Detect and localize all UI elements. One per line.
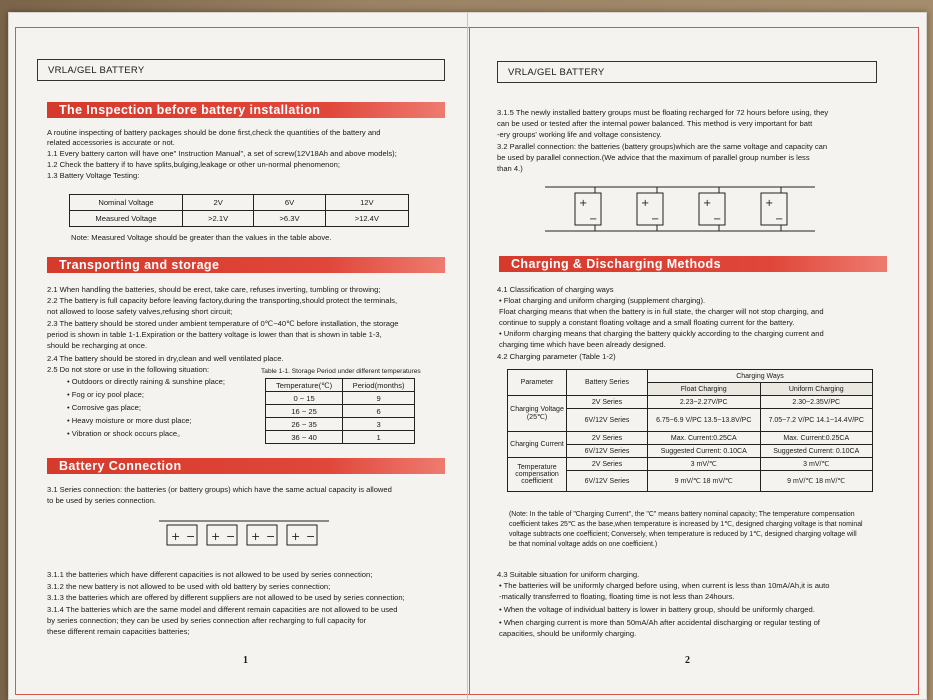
table-cell: 26 ~ 35 [266, 418, 343, 431]
svg-text:+: + [251, 530, 261, 543]
page-number: 2 [685, 655, 690, 666]
table-cell: 2.23~2.27V/PC [648, 396, 761, 409]
svg-text:−: − [651, 214, 660, 225]
charging-line: continue to supply a constant floating voltage and a small floating current for the battery. [499, 318, 795, 327]
table-header: Uniform Charging [760, 383, 873, 396]
uniform-line: capacities, should be uniformly charging. [499, 629, 637, 638]
table-cell: 6V/12V Series [567, 409, 648, 432]
transport-line: not allowed to loose safety valves,refusing short circuit; [47, 307, 233, 316]
table-header: Period(months) [343, 379, 415, 392]
uniform-line: • When charging current is more than 50mA/Ah after accidental discharging or regular testing of [499, 618, 820, 627]
voltage-table [69, 194, 409, 227]
svg-text:−: − [713, 214, 722, 225]
uniform-line: • The batteries will be uniformly charged before using, when current is less than 10mA/Ah,it is auto [499, 581, 830, 590]
table-cell: 9 mV/℃ 18 mV/℃ [648, 471, 761, 492]
intro-line: -ery groups' working life and voltage consistency. [497, 130, 662, 139]
table-header: Battery Series [567, 370, 648, 396]
table-cell: 6 [343, 405, 415, 418]
table-row [266, 405, 415, 418]
svg-text:−: − [775, 214, 784, 225]
table-cell: Temperature compensation coefficient [508, 458, 567, 492]
table-row [508, 370, 873, 383]
list-item: • Corrosive gas place; [67, 403, 141, 412]
battery-series-diagram [159, 513, 329, 549]
inspection-line: 1.2 Check the battery if to have splits,bulging,leakage or other un-normal phenomenon; [47, 160, 340, 169]
table-cell: >6.3V [254, 211, 325, 227]
table-header: Temperature(℃) [266, 379, 343, 392]
table-row [70, 211, 409, 227]
table-cell: Max. Current:0.25CA [648, 432, 761, 445]
table-cell: 1 [343, 431, 415, 444]
section-connection: Battery Connection [47, 458, 445, 474]
charging-line: 4.1 Classification of charging ways [497, 285, 614, 294]
svg-text:+: + [641, 198, 650, 209]
inspection-line: 1.3 Battery Voltage Testing: [47, 171, 140, 180]
table-header: Float Charging [648, 383, 761, 396]
svg-text:−: − [186, 530, 196, 543]
table-cell: 36 ~ 40 [266, 431, 343, 444]
table-cell: 2V [183, 195, 254, 211]
table-row [508, 458, 873, 471]
intro-line: than 4.) [497, 164, 523, 173]
list-item: • Fog or icy pool place; [67, 390, 144, 399]
table-row [266, 379, 415, 392]
table-row [266, 392, 415, 405]
table-cell: 9 [343, 392, 415, 405]
table-cell: Charging Voltage (25℃) [508, 396, 567, 432]
svg-text:+: + [765, 198, 774, 209]
svg-text:−: − [589, 214, 598, 225]
table-cell: 7.05~7.2 V/PC 14.1~14.4V/PC [760, 409, 873, 432]
table-cell: 2V Series [567, 432, 648, 445]
list-item: • Heavy moisture or more dust place; [67, 416, 192, 425]
svg-text:+: + [171, 530, 181, 543]
rule-line: 3.1.1 the batteries which have different capacities is not allowed to be used by series connection; [47, 570, 373, 579]
intro-line: 3.2 Parallel connection: the batteries (battery groups)which are the same voltage and capacity can [497, 142, 828, 151]
rule-line: by series connection; they can be used by series connection after recharging to full capacity for [47, 616, 367, 625]
table-cell: 2V Series [567, 396, 648, 409]
table-cell: 2V Series [567, 458, 648, 471]
table-cell: 16 ~ 25 [266, 405, 343, 418]
uniform-line: -matically transferred to floating, floating time is not less than 24hours. [499, 592, 735, 601]
section-transport: Transporting and storage [47, 257, 445, 273]
transport-line: should be recharging at once. [47, 341, 148, 350]
manual-sheet [8, 12, 927, 700]
note-line: (Note: In the table of "Charging Current", the "C" means battery nominal capacity; The temperature compensation [509, 511, 855, 518]
transport-line: 2.1 When handling the batteries, should be erect, take care, refuses inverting, tumbling or throwing; [47, 285, 381, 294]
table-row [266, 418, 415, 431]
rule-line: 3.1.3 the batteries which are offered by different suppliers are not allowed to be used by series connection; [47, 593, 405, 602]
section-charging: Charging & Discharging Methods [499, 256, 887, 272]
table-cell: 0 ~ 15 [266, 392, 343, 405]
table-row [508, 432, 873, 445]
table-cell: 12V [325, 195, 408, 211]
section-inspection: The Inspection before battery installation [47, 102, 445, 118]
inspection-line: A routine inspecting of battery packages should be done first,check the quantities of the battery and [47, 128, 381, 137]
voltage-note: Note: Measured Voltage should be greater than the values in the table above. [71, 233, 332, 242]
table-header: Charging Ways [648, 370, 873, 383]
table-cell: Suggested Current: 0.10CA [760, 445, 873, 458]
transport-line: 2.5 Do not store or use in the following situation: [47, 365, 210, 374]
left-header: VRLA/GEL BATTERY [37, 59, 445, 81]
page-number: 1 [243, 655, 248, 666]
table-cell: 6V/12V Series [567, 471, 648, 492]
table-cell: 6.75~6.9 V/PC 13.5~13.8V/PC [648, 409, 761, 432]
right-header: VRLA/GEL BATTERY [497, 61, 877, 83]
note-line: be that nominal voltage adds on one coefficient.) [509, 541, 658, 548]
intro-line: be used by parallel connection.(We advice that the maximum of parallel group number is less [497, 153, 810, 162]
charging-line: Float charging means that when the battery is in full state, the charger will not stop charging, and [499, 307, 824, 316]
storage-table-caption: Table 1-1. Storage Period under different temperatures [261, 368, 421, 375]
table-cell: 3 [343, 418, 415, 431]
note-line: coefficient takes 25℃ as the base,when temperature is increased by 1℃, designed charging voltage is that nominal [509, 521, 863, 528]
table-row [266, 431, 415, 444]
table-cell: Charging Current [508, 432, 567, 458]
charging-line: • Float charging and uniform charging (supplement charging). [499, 296, 706, 305]
rule-line: 3.1.4 The batteries which are the same model and different remain capacities are not allowed to be used [47, 605, 398, 614]
transport-line: period is shown in table 1-1.Expiration or the battery voltage is lower than that is shown in table 1-3, [47, 330, 382, 339]
table-cell: Suggested Current: 0.10CA [648, 445, 761, 458]
uniform-line: • When the voltage of individual battery is lower in battery group, should be uniformly charged. [499, 605, 815, 614]
svg-text:+: + [291, 530, 301, 543]
inspection-line: related accessories is accurate or not. [47, 138, 175, 147]
transport-line: 2.2 The battery is full capacity before leaving factory,during the transporting,should protect the terminals, [47, 296, 398, 305]
uniform-line: 4.3 Suitable situation for uniform charging. [497, 570, 640, 579]
storage-table [265, 378, 415, 444]
connection-line: 3.1 Series connection: the batteries (or battery groups) which have the same actual capacity is allowed [47, 485, 392, 494]
svg-text:−: − [266, 530, 276, 543]
table-row [70, 195, 409, 211]
connection-line: to be used by series connection. [47, 496, 156, 505]
table-cell: Measured Voltage [70, 211, 183, 227]
list-item: • Vibration or shock occurs place。 [67, 429, 185, 438]
table-cell: Nominal Voltage [70, 195, 183, 211]
charging-parameter-table [507, 369, 873, 492]
table-cell: 6V [254, 195, 325, 211]
svg-text:+: + [211, 530, 221, 543]
svg-text:−: − [226, 530, 236, 543]
table-row [508, 396, 873, 409]
rule-line: 3.1.2 the new battery is not allowed to be used with old battery by series connection; [47, 582, 331, 591]
table-cell: 2.30~2.35V/PC [760, 396, 873, 409]
battery-parallel-diagram [545, 183, 815, 235]
table-cell: 6V/12V Series [567, 445, 648, 458]
fold-line [467, 13, 468, 699]
transport-line: 2.4 The battery should be stored in dry,clean and well ventilated place. [47, 354, 284, 363]
list-item: • Outdoors or directly raining & sunshine place; [67, 377, 225, 386]
charging-line: 4.2 Charging parameter (Table 1-2) [497, 352, 616, 361]
transport-line: 2.3 The battery should be stored under ambient temperature of 0℃~40℃ before installation, the storage [47, 319, 399, 328]
inspection-line: 1.1 Every battery carton will have one" Instruction Manual", a set of screw(12V18Ah and above models); [47, 149, 397, 158]
table-cell: >12.4V [325, 211, 408, 227]
svg-text:+: + [579, 198, 588, 209]
charging-line: charging time which have been already designed. [499, 340, 666, 349]
svg-text:+: + [703, 198, 712, 209]
table-cell: 3 mV/℃ [760, 458, 873, 471]
table-cell: 3 mV/℃ [648, 458, 761, 471]
table-cell: 9 mV/℃ 18 mV/℃ [760, 471, 873, 492]
intro-line: can be used or tested after the internal power balanced. This method is very important for batt [497, 119, 813, 128]
note-line: voltage subtracts one coefficient; Conversely, when temperature is reduced by 1℃, designed charging voltage will [509, 531, 857, 538]
charging-line: • Uniform charging means that charging the battery quickly according to the charging current and [499, 329, 824, 338]
rule-line: these different remain capacities batteries; [47, 627, 190, 636]
svg-text:−: − [306, 530, 316, 543]
table-header: Parameter [508, 370, 567, 396]
table-cell: >2.1V [183, 211, 254, 227]
table-cell: Max. Current:0.25CA [760, 432, 873, 445]
intro-line: 3.1.5 The newly installed battery groups must be floating recharged for 72 hours before using, they [497, 108, 829, 117]
